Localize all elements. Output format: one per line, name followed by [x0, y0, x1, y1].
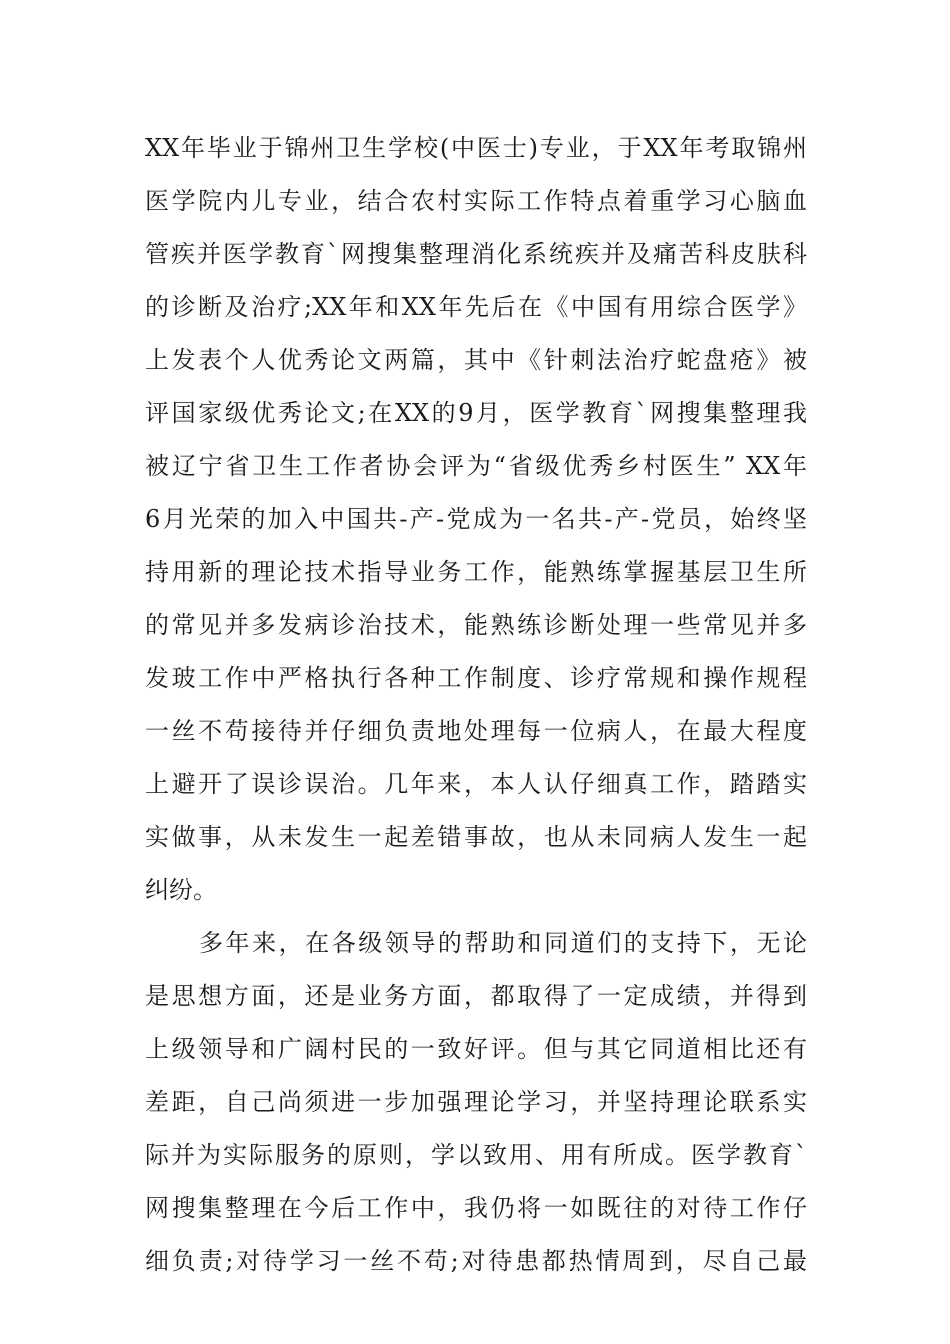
paragraph-2-line: 上级领导和广阔村民的一致好评。但与其它同道相比还有: [145, 1035, 807, 1063]
paragraph-1-line: 评国家级优秀论文;在XX的9月，医学教育`网搜集整理我: [145, 399, 807, 427]
paragraph-2-line: 际并为实际服务的原则，学以致用、用有所成。医学教育`: [145, 1141, 807, 1169]
paragraph-1-line: 实做事，从未发生一起差错事故，也从未同病人发生一起: [145, 823, 807, 851]
paragraph-1-line: 纠纷。: [145, 876, 217, 904]
paragraph-1-line: XX年毕业于锦州卫生学校(中医士)专业，于XX年考取锦州: [145, 134, 807, 162]
paragraph-2-line: 是思想方面，还是业务方面，都取得了一定成绩，并得到: [145, 982, 807, 1010]
paragraph-1-line: 的常见并多发病诊治技术，能熟练诊断处理一些常见并多: [145, 611, 807, 639]
paragraph-2-line: 差距，自己尚须进一步加强理论学习，并坚持理论联系实: [145, 1088, 807, 1116]
paragraph-1-line: 发玻工作中严格执行各种工作制度、诊疗常规和操作规程: [145, 664, 807, 692]
paragraph-1-line: 的诊断及治疗;XX年和XX年先后在《中国有用综合医学》: [145, 293, 807, 321]
paragraph-2-line: 网搜集整理在今后工作中，我仍将一如既往的对待工作仔: [145, 1194, 807, 1222]
paragraph-1-line: 6月光荣的加入中国共-产-党成为一名共-产-党员，始终坚: [145, 505, 807, 533]
paragraph-1-line: 上避开了误诊误治。几年来，本人认仔细真工作，踏踏实: [145, 770, 807, 798]
paragraph-2-line: 细负责;对待学习一丝不苟;对待患都热情周到，尽自己最: [145, 1247, 807, 1275]
paragraph-2-line: 多年来，在各级领导的帮助和同道们的支持下，无论: [199, 929, 807, 957]
paragraph-1-line: 被辽宁省卫生工作者协会评为“省级优秀乡村医生” XX年: [145, 452, 807, 480]
paragraph-1-line: 一丝不苟接待并仔细负责地处理每一位病人，在最大程度: [145, 717, 807, 745]
paragraph-1-line: 医学院内儿专业，结合农村实际工作特点着重学习心脑血: [145, 187, 807, 215]
paragraph-1-line: 持用新的理论技术指导业务工作，能熟练掌握基层卫生所: [145, 558, 807, 586]
paragraph-1-line: 管疾并医学教育`网搜集整理消化系统疾并及痛苦科皮肤科: [145, 240, 807, 268]
paragraph-1-line: 上发表个人优秀论文两篇，其中《针刺法治疗蛇盘疮》被: [145, 346, 807, 374]
